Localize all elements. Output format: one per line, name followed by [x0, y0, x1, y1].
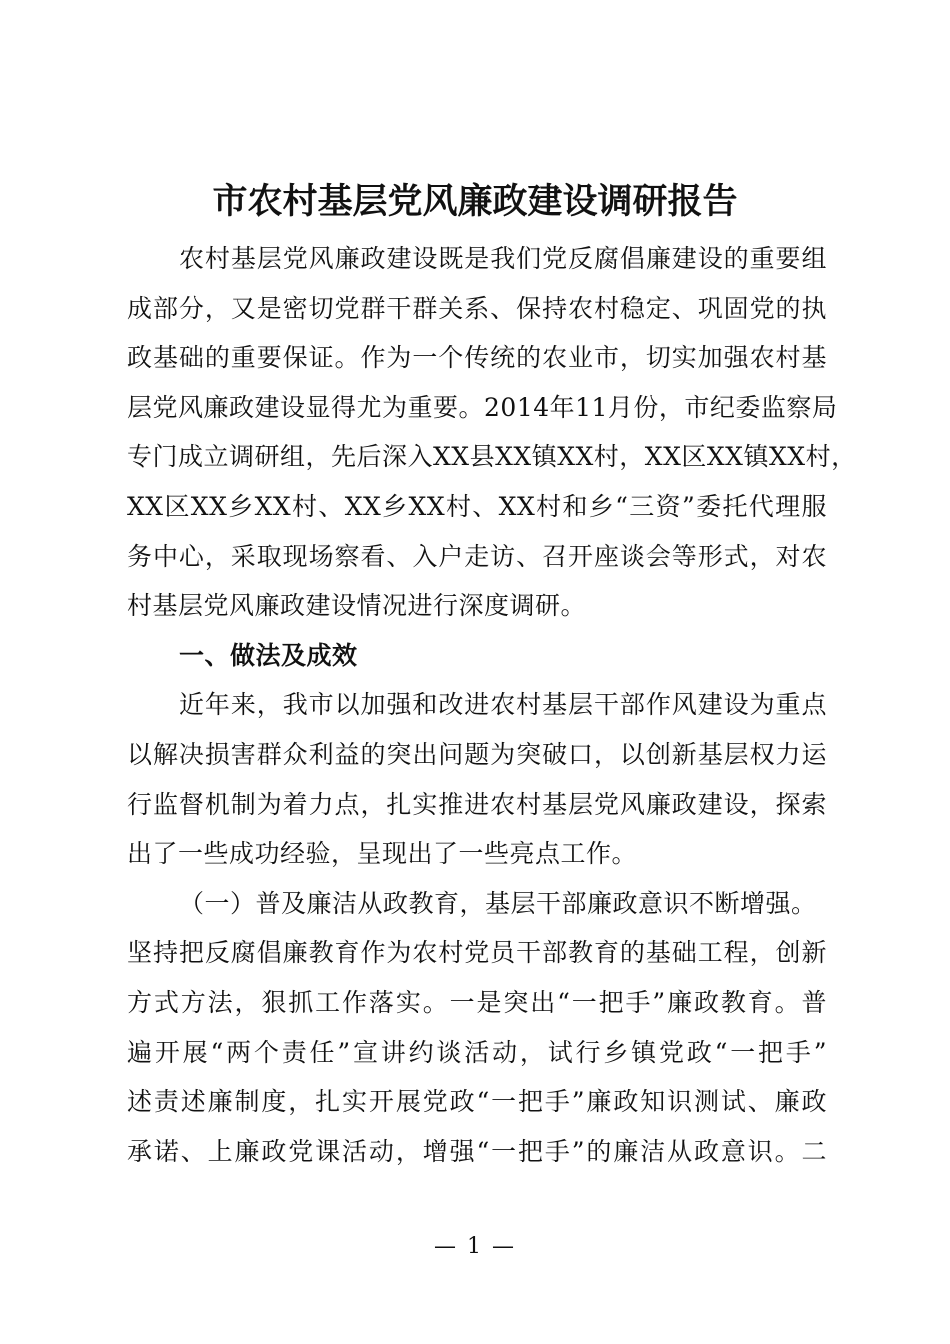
paragraph-line: 承诺、上廉政党课活动，增强“一把手”的廉洁从政意识。二 — [127, 1136, 827, 1166]
document-body — [127, 234, 857, 1176]
paragraph-line: 出了一些成功经验，呈现出了一些亮点工作。 — [127, 839, 638, 869]
paragraph-line: 专门成立调研组，先后深入XX县XX镇XX村，XX区XX镇XX村， — [127, 442, 857, 472]
document-title: 市农村基层党风廉政建设调研报告 — [212, 181, 738, 222]
paragraph-line: 农村基层党风廉政建设既是我们党反腐倡廉建设的重要组 — [179, 244, 827, 273]
page-number: — 1 — — [434, 1234, 516, 1259]
paragraph-line: 以解决损害群众利益的突出问题为突破口，以创新基层权力运 — [127, 739, 827, 769]
paragraph-line: 近年来，我市以加强和改进农村基层干部作风建设为重点 — [179, 690, 827, 720]
paragraph-line: 村基层党风廉政建设情况进行深度调研。 — [127, 591, 587, 621]
paragraph-line: 层党风廉政建设显得尤为重要。2014年11月份，市纪委监察局 — [127, 392, 838, 422]
paragraph-line: 成部分，又是密切党群干群关系、保持农村稳定、巩固党的执 — [127, 293, 827, 323]
paragraph-line: 述责述廉制度，扎实开展党政“一把手”廉政知识测试、廉政 — [127, 1087, 827, 1117]
paragraph-line: 务中心，采取现场察看、入户走访、召开座谈会等形式，对农 — [127, 541, 827, 571]
paragraph-line: 坚持把反腐倡廉教育作为农村党员干部教育的基础工程，创新 — [127, 938, 827, 968]
paragraph-line: 政基础的重要保证。作为一个传统的农业市，切实加强农村基 — [127, 343, 827, 373]
paragraph-line: 遍开展“两个责任”宣讲约谈活动，试行乡镇党政“一把手” — [127, 1037, 827, 1067]
paragraph-line: XX区XX乡XX村、XX乡XX村、XX村和乡“三资”委托代理服 — [127, 491, 827, 521]
subsection-heading-line: （一）普及廉洁从政教育，基层干部廉政意识不断增强。 — [179, 888, 817, 918]
paragraph-line: 方式方法，狠抓工作落实。一是突出“一把手”廉政教育。普 — [127, 987, 827, 1017]
paragraph-line: 行监督机制为着力点，扎实推进农村基层党风廉政建设，探索 — [127, 789, 827, 819]
section-heading: 一、做法及成效 — [179, 640, 358, 670]
